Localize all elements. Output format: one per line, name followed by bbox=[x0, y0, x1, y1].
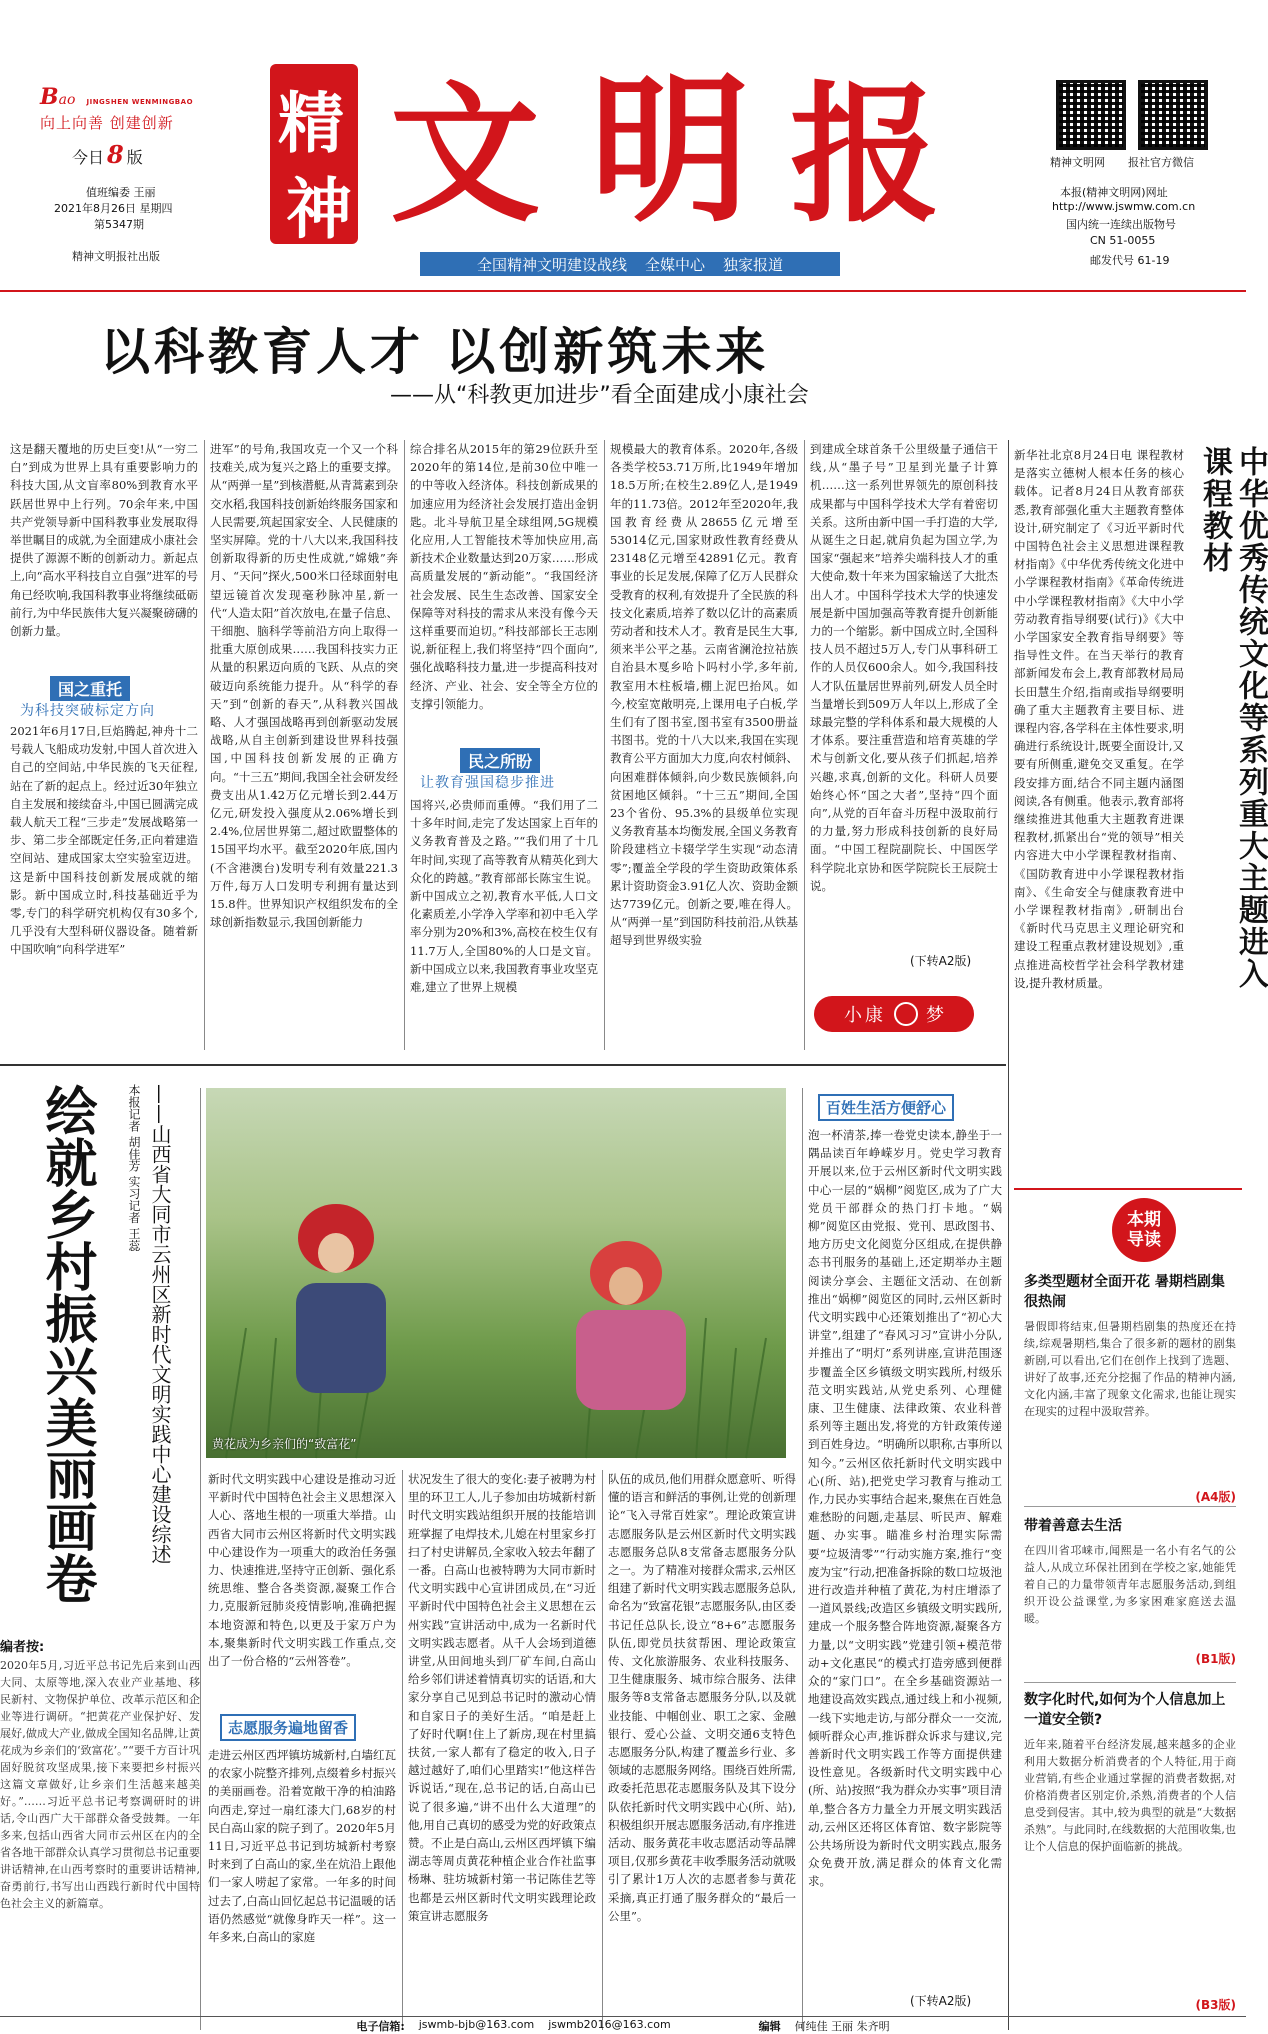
feature-headline-block bbox=[36, 1084, 196, 1624]
feature-continued: (下转A2版) bbox=[910, 1994, 972, 2008]
lead-col5-text: 到建成全球首条千公里级量子通信干线,从“墨子号”卫星到光量子计算机……这一系列世界领先的原创科技成果都与中国科学技术大学有着密切关系。这所由新中国一手打造的大学,从诞生之日起,就肩负起为国立学,为国家“强起来”培养尖端科技人才的重大使命,数十年来为国家输送了大批杰出人才。中国科学技术大学的快速发展是新中国加强高等教育提升创新能力的一个缩影。新中国成立时,全国科技人员不超过5万人,专门从事科研工作的人员仅600余人。如今,我国科技人才队伍量居世界前列,研发人员全时当量增长到509万人年以上,形成了全球最完整的学科体系和最大规模的人才体系。要注重营造和培育英雄的学术与创新文化,要从孩子们抓起,培养兴趣,求真,创新的文化。科研人员要始终心怀“国之大者”,坚持“四个面向”,从党的百年奋斗历程中汲取前行的力量,努力形成科技创新的良好局面。“中国工程院副院长、中国医学科学院北京协和医学院院长王辰院士说。 bbox=[810, 442, 998, 893]
lead-col3-text: 综合排名从2015年的第29位跃升至2020年的第14位,是前30位中唯一的中等收入经济体。科技创新成果的加速应用为经济社会发展打造出金钥匙。北斗导航卫星全球组网,5G规模化应用,人工智能技术等加快应用,高新技术企业数量达到20万家……形成高质量发展的“新动能”。“我国经济社会发展、民生生态改善、国家安全保障等对科技的需求从来没有像今天这样重要而迫切。”科技部部长王志刚说,新征程上,我们将坚持“四个面向”,强化战略科技力量,进一步提高科技对经济、产业、社会、安全等全方位的支撑引领能力。 bbox=[410, 442, 598, 711]
lead-col-4 bbox=[610, 440, 798, 1050]
guide-item-3[interactable] bbox=[1024, 1690, 1236, 2020]
masthead-banner bbox=[420, 252, 840, 276]
postcode: 邮发代号 61-19 bbox=[1090, 254, 1170, 267]
feature-col-3 bbox=[608, 1470, 796, 2028]
issue-line: 第5347期 bbox=[94, 218, 144, 231]
feature-sep-c bbox=[602, 1470, 603, 2030]
feature-subtitle: ——山西省大同市云州区新时代文明实践中心建设综述 bbox=[148, 1084, 172, 1564]
guide-item-3-body: 近年来,随着平台经济发展,越来越多的企业利用大数据分析消费者的个人特征,用于商业营销,有些企业通过掌握的消费者数据,对价格消费者区别定价,杀熟,消费者的个人信息受到侵害。其中,较为典型的就是“大数据杀熟”。与此同时,在线数据的大范围收集,也让个人信息的保护面临新的挑战。 bbox=[1024, 1738, 1236, 1853]
lead-col-3b bbox=[410, 796, 598, 1050]
guide-item-1-title: 多类型题材全面开花 暑期档剧集很热闹 bbox=[1024, 1274, 1225, 1310]
section2-label: 民之所盼 bbox=[460, 748, 540, 773]
feature-photo bbox=[206, 1088, 786, 1458]
editor-note-body: 2020年5月,习近平总书记先后来到山西大同、太原等地,深入农业产业基地、移民新村、文物保护单位、改革示范区和企业等进行调研。“把黄花产业保护好、发展好,做成大产业,做成全国知名品牌,让黄花成为乡亲们的‘致富花’。”“要千方百计巩固好脱贫攻坚成果,接下来要把乡村振兴这篇文章做好,让乡亲们生活越来越美好。”……习近平总书记考察调研时的讲话,令山西广大干部群众备受鼓舞。一年多来,包括山西省大同市云州区在内的全省各地干部群众认真学习贯彻总书记重要讲话精神,在山西考察时的重要讲话精神,奋勇前行,书写出山西践行新时代中国特色社会主义的新篇章。 bbox=[0, 1659, 200, 1910]
section2-title: 让教育强国稳步推进 bbox=[420, 775, 555, 791]
section-minzhi bbox=[460, 748, 540, 773]
guide-label bbox=[1112, 1198, 1176, 1262]
lead-col3b-text: 国将兴,必贵师而重傅。“我们用了二十多年时间,走完了发达国家上百年的义务教育普及之路。”“我们用了十几年时间,实现了高等教育从精英化到大众化的跨越。”教育部部长陈宝生说。新中国成立之初,教育水平低,人口文化素质差,小学净入学率和初中毛入学率分别为20%和3%,高校在校生仅有11.7万人,全国80%的人口是文盲。新中国成立以来,我国教育事业攻坚克难,建立了世界上规模 bbox=[410, 798, 598, 995]
guide-item-1[interactable] bbox=[1024, 1272, 1236, 1502]
banner-item-3: 独家报道 bbox=[723, 255, 784, 274]
lead-sep-1 bbox=[204, 440, 205, 1050]
title-char-5: 报 bbox=[790, 67, 941, 243]
brand-logo bbox=[40, 84, 200, 110]
xiaokang-label: 小康 bbox=[844, 1005, 886, 1026]
feature-divider bbox=[0, 1064, 1006, 1066]
lead-col1-text: 这是翻天覆地的历史巨变!从“一穷二白”到成为世界上具有重要影响力的科技大国,从文盲率80%到教育水平跃居世界中上行列。70余年来,中国共产党领导新中国科教事业发展取得举世瞩目的成就,为全面建成小康社会提供了源源不断的创新动力。新起点上,向“高水平科技自立自强”进军的号角已经吹响,我国科教事业将继续砥砺前行,为中华民族伟大复兴凝聚磅礴的创新力量。 bbox=[10, 442, 198, 639]
qr-code-2 bbox=[1138, 80, 1208, 150]
guide-item-1-body: 暑假即将结束,但暑期档剧集的热度还在持续,综观暑期档,集合了很多新的题材的剧集新剧,可以看出,它们在创作上找到了选题、讲好了故事,还充分挖掘了作品的精神内涵,文化内涵,丰富了现象文化需求,也能让现实在现实的过程中汲取营养。 bbox=[1024, 1320, 1236, 1418]
today-label: 今日 bbox=[72, 148, 105, 167]
footer bbox=[0, 2018, 1246, 2034]
xiaokang-badge bbox=[814, 996, 974, 1032]
lead-col-5 bbox=[810, 440, 998, 946]
feature-col1b-text: 走进云州区西坪镇坊城新村,白墙红瓦的农家小院整齐排列,点缀着乡村振兴的美丽画卷。沿着宽敞干净的柏油路向西走,穿过一扇红漆大门,68岁的村民白高山家的院子到了。2020年5月11日,习近平总书记到坊城新村考察时来到了白高山的家,坐在炕沿上跟他们一家人唠起了家常。一年多的时间过去了,白高山回忆起总书记温暖的话语仍然感觉“就像身昨天一样”。这一年多来,白高山的家庭 bbox=[208, 1748, 396, 1945]
today-pages: 8 bbox=[107, 140, 124, 169]
guide-rule-1 bbox=[1024, 1506, 1236, 1507]
side-col-text: 新华社北京8月24日电 课程教材是落实立德树人根本任务的核心载体。记者8月24日从教育部获悉,教育部强化重大主题教育整体设计,研究制定了《习近平新时代中国特色社会主义思想进课程教材指南》《中华优秀传统文化进中小学课程教材指南》《革命传统进中小学课程教材指南》《大中小学劳动教育指导纲要(试行)》《大中小学国家安全教育指导纲要》等指导性文件。在当天举行的教育部新闻发布会上,教育部教材局局长田慧生介绍,指南或指导纲要明确了重大主题教育主要目标、进课程内容,各学科在主体性要求,明确进行系统设计,既要全面设计,又要有所侧重,避免交叉重复。在学段安排方面,结合不同主题内涵图阅读,各有侧重。他表示,教育部将继续推进其他重大主题教育进课程教材,抓紧出台“党的领导”相关内容进大中小学课程教材指南、《国防教育进中小学课程教材指南》、《生命安全与健康教育进中小学课程教材指南》,研制出台《新时代马克思主义理论研究和建设工程重点教材建设规划》,重点推进高校哲学社会科学教材建设,提升教材质量。 bbox=[1014, 448, 1184, 990]
lead-col2-text: 进军”的号角,我国攻克一个又一个科技难关,成为复兴之路上的重要支撑。从“两弹一星”到核潜艇,从青蒿素到杂交水稻,我国科技创新始终服务国家和人民需要,筑起国家安全、人民健康的坚实屏障。党的十八大以来,我国科技创新取得新的历史性成就,“嫦娥”奔月、“天问”探火,500米口径球面射电望远镜首次发现毫秒脉冲星,新一代“人造太阳”首次放电,在量子信息、干细胞、脑科学等前沿方向上取得一批重大原创成果……我国科技实力正从量的积累迈向质的飞跃、从点的突破迈向系统能力提升。从“科学的春天”到“创新的春天”,从科教兴国战略、人才强国战略再到创新驱动发展战略,从自主创新到建设世界科技强国,中国科技创新发展的正确方向。“十三五”期间,我国全社会研发经费支出从1.42万亿元增长到2.44万亿元,研发投入强度从2.06%增长到2.4%,位居世界第二,超过欧盟整体的15国平均水平。截至2020年底,国内(不含港澳台)发明专利有效量221.3万件,每万人口发明专利拥有量达到15.8件。世界知识产权组织发布的全球创新指数显示,我国创新能力 bbox=[210, 442, 398, 930]
guide-item-2-body: 在四川省邛崃市,闻熙是一名小有名气的公益人,从成立环保社团到在学校之家,她能凭着自己的力量带领青年志愿服务活动,到组织开设公益课堂,为多家困难家庭送去温暖。 bbox=[1024, 1544, 1236, 1625]
guide-rule-2 bbox=[1024, 1682, 1236, 1683]
lead-sep-2 bbox=[404, 440, 405, 1050]
lead-headline: 以科教育人才 以创新筑未来 bbox=[100, 323, 770, 381]
site-line: 本报(精神文明网)网址 bbox=[1060, 186, 1168, 199]
guide-item-1-tag: (A4版) bbox=[1195, 1490, 1236, 1504]
photo-figure-right-body bbox=[576, 1310, 686, 1410]
side-col-body bbox=[1014, 446, 1184, 1168]
editor-note-label: 编者按: bbox=[0, 1640, 45, 1655]
feature-col-2 bbox=[408, 1470, 596, 2028]
lead-continued: (下转A2版) bbox=[910, 954, 972, 968]
section-life-label: 百姓生活方便舒心 bbox=[826, 1099, 947, 1117]
side-sep bbox=[1008, 440, 1009, 2030]
footer-email-label: 电子信箱: bbox=[356, 2020, 405, 2033]
brand-logo-mark2: ao bbox=[58, 92, 76, 108]
editor-note bbox=[0, 1636, 200, 2028]
masthead-divider bbox=[0, 290, 1246, 292]
photo-figure-left-face bbox=[318, 1233, 354, 1273]
xiaokang-circle-icon bbox=[894, 1002, 918, 1026]
banner-item-2: 全媒中心 bbox=[644, 255, 705, 274]
feature-col3-text: 队伍的成员,他们用群众愿意听、听得懂的语言和鲜活的事例,让党的创新理论“飞入寻常百姓家”。理论政策宣讲志愿服务队是云州区新时代文明实践志愿服务总队8支常备志愿服务分队之一。为了精准对接群众需求,云州区组建了新时代文明实践志愿服务总队,命名为“致富花银”志愿服务队,由区委书记任总队长,设立“8+6”志愿服务队伍,即党员扶贫帮困、理论政策宣传、文化旅游服务、农业科技服务、卫生健康服务、城市综合服务、法律服务等8支常备志愿服务分队,以及就业技能、中帼创业、职工之家、金融银行、爱心公益、文明交通6支特色志愿服务分队,构建了覆盖乡行业、多领域的志愿服务网络。围绕百姓所需,政委托范思花志愿服务队及其下设分队依托新时代文明实践中心(所、站),积极组织开展志愿服务活动,有序推进活动、服务黄花丰收志愿活动等品牌项目,仅那乡黄花丰收季服务活动就吸引了累计1万人次的志愿者参与黄花采摘,真正打通了服务群众的“最后一公里”。 bbox=[608, 1472, 796, 1923]
section-guozhi bbox=[50, 676, 130, 701]
feature-col1-text: 新时代文明实践中心建设是推动习近平新时代中国特色社会主义思想深入人心、落地生根的一项重大举措。山西省大同市云州区将新时代文明实践中心建设作为一项重大的政治任务强力、快速推进,坚持守正创新、强化系统思维、整合各类资源,凝聚工作合力,克服新冠肺炎疫情影响,准确把握本地资源和特色,以更及于家万户为本,聚集新时代文明实践工作重点,交出了一份合格的“云州答卷”。 bbox=[208, 1472, 396, 1669]
title-char-1: 精 bbox=[278, 84, 344, 162]
feature-headline: 绘就乡村振兴美丽画卷 bbox=[36, 1084, 96, 1604]
side-col-title bbox=[1196, 446, 1268, 1006]
publisher: 精神文明报社出版 bbox=[72, 250, 160, 263]
feature-sep-a bbox=[200, 1088, 201, 2030]
guide-item-2-title: 带着善意去生活 bbox=[1024, 1518, 1122, 1534]
footer-email-2[interactable]: jswmb2016@163.com bbox=[548, 2018, 671, 2031]
feature-photo-svg bbox=[206, 1088, 786, 1458]
qr1-label: 精神文明网 bbox=[1050, 156, 1105, 169]
guide-item-2-tag: (B1版) bbox=[1195, 1652, 1236, 1666]
cn-line2: CN 51-0055 bbox=[1090, 234, 1156, 247]
footer-email-1[interactable]: jswmb-bjb@163.com bbox=[418, 2018, 535, 2031]
photo-figure-left-body bbox=[296, 1283, 386, 1393]
lead-sep-4 bbox=[804, 440, 805, 1050]
lead-col4-text: 规模最大的教育体系。2020年,各级各类学校53.71万所,比1949年增加18.5万所;在校生2.89亿人,是1949年的11.73倍。2012年至2020年,我国教育经费从28655亿元增至53014亿元,国家财政性教育经费从23148亿元增至42891亿元。教育事业的长足发展,保障了亿万人民群众受教育的权利,有效提升了全民族的科技文化素质,培养了数以亿计的高素质劳动者和技术人才。教育是民生大事,须来半公平之基。云南省澜沧拉祜族自治县木戛乡哈卜吗村小学,多年前,教室用木柱板墙,棚上泥巴抬风。如今,校室宽敞明亮,上课用电子白板,学生们有了图书室,图书室有3500册益书图书。党的十八大以来,我国在实现教育公平方面加大力度,向农村倾斜、向困难群体倾斜,向少数民族倾斜,向贫困地区倾斜。“十三五”期间,全国23个省份、95.3%的县级单位实现义务教育基本均衡发展,全国义务教育阶段建档立卡辍学学生实现“动态清零”;覆盖全学段的学生资助政策体系累计资助资金3.91亿人次、资助金额达7739亿元。创新之要,唯在得人。从“两弹一星”到国防科技前沿,从铁基超导到世界级实验 bbox=[610, 442, 798, 948]
lead-col1b-text: 2021年6月17日,巨焰腾起,神舟十二号载人飞船成功发射,中国人首次进入自己的空间站,中华民族的飞天征程,站在了新的起点上。经过近30年独立自主发展和接续奋斗,中国已圆满完成载人航天工程“三步走”发展战略第一步、第二步全部既定任务,正向着建造空间站、建成国家太空实验室迈进。这是新中国科技创新发展成就的缩影。新中国成立时,科技基础近乎为零,专门的科学研究机构仅有30多个,几乎没有大型科研仪器设备。随着新中国吹响“向科学进军” bbox=[10, 724, 198, 957]
feature-sep-d bbox=[802, 1088, 803, 2030]
photo-caption: 黄花成为乡亲们的“致富花” bbox=[212, 1437, 357, 1451]
masthead-title bbox=[270, 56, 1010, 250]
guide-label-text: 本期导读 bbox=[1127, 1210, 1161, 1250]
xiaokang-label2: 梦 bbox=[926, 1005, 944, 1026]
lead-sep-3 bbox=[604, 440, 605, 1050]
title-char-2: 神 bbox=[286, 170, 352, 248]
feature-sep-b bbox=[402, 1470, 403, 2030]
section-volunteer-label: 志愿服务遍地留香 bbox=[228, 1719, 349, 1737]
section-volunteer bbox=[220, 1714, 356, 1741]
title-char-3: 文 bbox=[390, 67, 541, 243]
guide-item-3-title: 数字化时代,如何为个人信息加上一道安全锁? bbox=[1024, 1692, 1226, 1728]
guide-item-2[interactable] bbox=[1024, 1516, 1236, 1676]
feature-byline: 本报记者 胡佳芳 实习记者 王蕊 bbox=[127, 1084, 141, 1252]
lead-col-2 bbox=[210, 440, 398, 1050]
masthead bbox=[0, 0, 1246, 286]
side-col-title-text: 中华优秀传统文化等系列重大主题进入课程教材 bbox=[1197, 446, 1268, 990]
brand-top: JINGSHEN WENMINGBAO bbox=[86, 98, 194, 106]
lead-col-1b bbox=[10, 722, 198, 1050]
cn-line1: 国内统一连续出版物号 bbox=[1066, 218, 1176, 231]
feature-col2-text: 状况发生了很大的变化:妻子被聘为村里的环卫工人,儿子参加由坊城新村新时代文明实践站组织开展的技能培训班掌握了电焊技术,儿媳在村里家乡打扫了村史讲解员,全家收入较去年翻了一番。白高山也被特聘为大同市新时代文明实践中心宣讲团成员,在“习近平新时代中国特色社会主义思想在云州实践”宣讲活动中,成为一名新时代文明实践志愿者。从千人会场到道德讲堂,从田间地头到厂矿车间,白高山给乡邻们讲述着情真切实的话语,和大家分享自己见到总书记时的激动心情和自家日子的美好生活。“咱是赶上了好时代啊!住上了新房,现在村里搞扶贫,一家人都有了稳定的收入,日子越过越好了,咱们心里踏实!”他这样告诉说话,“现在,总书记的话,白高山已说了很多遍,“讲不出什么大道理”的他,用自己真切的感受为党的好政策点赞。不止是白高山,云州区西坪镇下编湖志等周贞黄花种植企业合作社监事杨琳、驻坊城新村第一书记陈佳艺等也都是云州区新时代文明实践理论政策宣讲志愿服务 bbox=[408, 1472, 596, 1923]
footer-spacer bbox=[685, 2018, 745, 2034]
feature-col-1b bbox=[208, 1746, 396, 2028]
title-char-4: 明 bbox=[590, 56, 751, 244]
qr2-label: 报社官方微信 bbox=[1128, 156, 1194, 169]
guide-item-3-tag: (B3版) bbox=[1195, 1998, 1236, 2012]
editor-line: 值班编委 王丽 bbox=[86, 186, 156, 199]
qr-code-1 bbox=[1056, 80, 1126, 150]
feature-col-4 bbox=[808, 1126, 1002, 1986]
slogan: 向上向善 创建创新 bbox=[40, 114, 174, 132]
today-line bbox=[72, 140, 143, 169]
banner-item-1: 全国精神文明建设战线 bbox=[476, 255, 627, 274]
feature-col-1 bbox=[208, 1470, 396, 1708]
footer-rule bbox=[0, 2016, 1246, 2017]
section-life bbox=[818, 1094, 954, 1121]
photo-figure-right-face bbox=[609, 1267, 643, 1305]
lead-col-3 bbox=[410, 440, 598, 740]
feature-col4-text: 泡一杯清茶,捧一卷党史读本,静坐于一隅品读百年峥嵘岁月。党史学习教育开展以来,位于云州区新时代文明实践中心一层的“娲柳”阅览区,成为了广大党员干部群众的热门打卡地。“娲柳”阅览区由党报、党刊、思政图书、地方历史文化阅览分区组成,在提供静态书刊服务的基础上,还定期举办主题阅读分享会、主题征文活动、在创新推出“娲柳”阅览区的同时,云州区新时代文明实践中心还策划推出了“初心大讲堂”,组建了“春风习习”宣讲小分队,并推出了“明灯”系列讲座,宣讲范围逐步覆盖全区乡镇级文明实践所,村级乐范文明实践站,从党史系列、心理健康、卫生健康、法律政策、农业科普系列等主题出发,将党的方针政策传递到百姓身边。“明确所以职称,古事所以知今。”云州区依托新时代文明实践中心(所、站),把党史学习教育与推动工作,力民办实事结合起来,聚焦在百姓急难愁盼的问题,走基层、听民声、解难题、办实事。瞄准乡村治理实际需要“垃圾清零”“行动实施方案,推行“变废为宝”行动,把准备拆除的数口垃圾池进行改造并种植了黄花,为村庄增添了一道风景线;改造区乡镇级文明实践所,建成一个服务整合阵地资源,凝聚各方力量,以“文明实践”党建引领+模范带动+文化惠民“的模式打造旁感到便群众的“家门口”。在全乡基础资源站一地建设高效实践点,通过线上和小视频,一线下实地走访,与部分群众一一交流,倾听群众心声,推诉群众诉求与建议,完善新时代文明实践工作等方面提供建设性意见。各级新时代文明实践中心(所、站)按照“我为群众办实事”项目清单,整合各方力量全力开展文明实践活动,云州区还将区体育馆、数字影院等公共场所设为新时代文明实践点,服务众免费开放,满足群众的体育文化需求。 bbox=[808, 1128, 1002, 1889]
lead-subhead: ——从“科教更加进步”看全面建成小康社会 bbox=[390, 383, 809, 408]
site-url: http://www.jswmw.com.cn bbox=[1052, 200, 1196, 213]
footer-editors: 何纯佳 王丽 朱齐明 bbox=[794, 2020, 890, 2033]
guide-box bbox=[1014, 1188, 1242, 2026]
footer-editors-label: 编辑 bbox=[758, 2020, 781, 2033]
section1-label: 国之重托 bbox=[50, 676, 130, 701]
section1-title: 为科技突破标定方向 bbox=[20, 703, 155, 719]
lead-col-1 bbox=[10, 440, 198, 670]
brand-logo-mark: B bbox=[40, 84, 59, 110]
today-unit: 版 bbox=[126, 148, 143, 167]
date-line: 2021年8月26日 星期四 bbox=[54, 202, 173, 215]
